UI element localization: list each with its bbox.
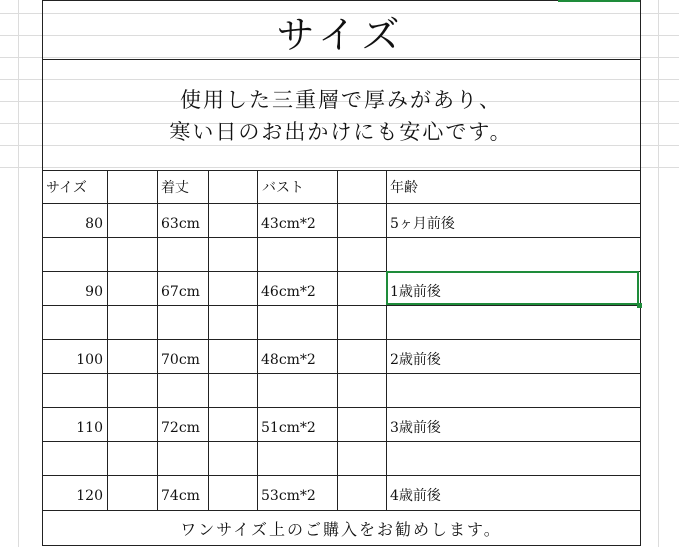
size-cell[interactable]: 110 [76, 420, 103, 436]
age-cell[interactable]: 4歳前後 [390, 488, 441, 504]
border-line [208, 170, 209, 510]
border-line [42, 305, 641, 306]
bust-cell[interactable]: 48cm*2 [261, 352, 316, 368]
gridline [658, 0, 659, 547]
age-cell[interactable]: 3歳前後 [390, 420, 441, 436]
selection-edge [558, 0, 640, 2]
border-line [42, 59, 641, 60]
border-line [107, 170, 108, 510]
header-age[interactable]: 年齢 [390, 180, 418, 196]
header-length[interactable]: 着丈 [161, 180, 189, 196]
length-cell[interactable]: 63cm [161, 216, 200, 232]
bust-cell[interactable]: 46cm*2 [261, 284, 316, 300]
age-cell[interactable]: 1歳前後 [390, 284, 441, 300]
description-line: 寒い日のお出かけにも安心です。 [169, 120, 513, 144]
page-title[interactable]: サイズ [276, 12, 406, 57]
border-line [42, 441, 641, 442]
border-line [42, 373, 641, 374]
gridline [18, 0, 19, 547]
bust-cell[interactable]: 51cm*2 [261, 420, 316, 436]
border-line [42, 237, 641, 238]
border-line [42, 0, 641, 1]
description[interactable] [42, 84, 640, 148]
border-line [640, 0, 641, 546]
size-cell[interactable]: 120 [76, 488, 103, 504]
bust-cell[interactable]: 53cm*2 [261, 488, 316, 504]
description-line: 使用した三重層で厚みがあり、 [180, 88, 502, 112]
active-cell-selection[interactable] [386, 271, 639, 305]
gridline [0, 79, 679, 80]
border-line [337, 170, 338, 510]
fill-handle[interactable] [637, 303, 642, 308]
age-cell[interactable]: 5ヶ月前後 [390, 216, 455, 232]
size-cell[interactable]: 100 [76, 352, 103, 368]
length-cell[interactable]: 72cm [161, 420, 200, 436]
border-line [157, 170, 158, 510]
border-line [42, 170, 641, 171]
border-line [42, 407, 641, 408]
age-cell[interactable]: 2歳前後 [390, 352, 441, 368]
size-cell[interactable]: 90 [85, 284, 103, 300]
border-line [42, 203, 641, 204]
border-line [42, 339, 641, 340]
border-line [42, 545, 641, 546]
border-line [42, 475, 641, 476]
border-line [42, 0, 43, 546]
border-line [386, 170, 387, 510]
length-cell[interactable]: 74cm [161, 488, 200, 504]
gridline [0, 167, 679, 168]
bust-cell[interactable]: 43cm*2 [261, 216, 316, 232]
length-cell[interactable]: 70cm [161, 352, 200, 368]
footer-note[interactable]: ワンサイズ上のご購入をお勧めします。 [180, 519, 502, 539]
border-line [257, 170, 258, 510]
size-cell[interactable]: 80 [85, 216, 103, 232]
header-bust[interactable]: バスト [262, 180, 304, 196]
header-size[interactable]: サイズ [46, 180, 87, 196]
length-cell[interactable]: 67cm [161, 284, 200, 300]
